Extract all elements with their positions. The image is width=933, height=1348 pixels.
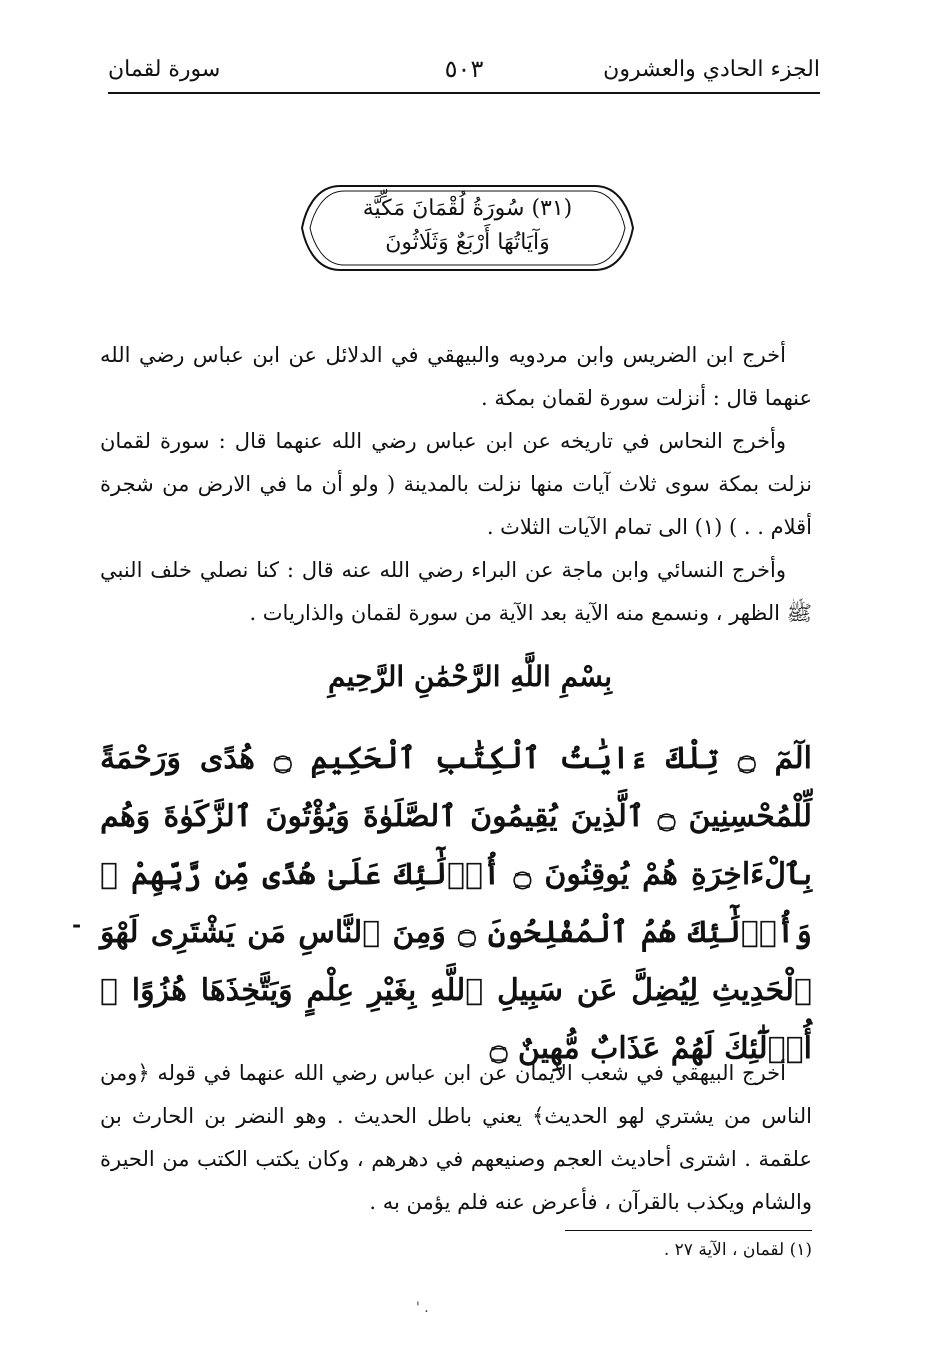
stray-mark: -: [72, 912, 82, 938]
commentary-section: [100, 1052, 812, 1224]
surah-title-frame: [300, 182, 635, 274]
intro-section: [100, 334, 812, 635]
footnote: (١) لقمان ، الآية ٢٧ .: [663, 1240, 812, 1260]
running-surah-name: سورة لقمان: [108, 56, 221, 82]
surah-title-line2: وَآيَاتُهَا أَرْبَعٌ وَثَلَاثُونَ: [385, 230, 550, 255]
commentary-paragraph: أخرج البيهقي في شعب الايمان عن ابن عباس رضي الله عنهما في قوله ﴿ومن الناس من يشتري لهو الحديث﴾ يعني باطل الحديث . وهو النضر بن الحارث بن علقمة . اشترى أحاديث العجم وصنيعهم في دهرهم ، وكان يكتب الكتب من الحيرة والشام ويكذب بالقرآن ، فأعرض عنه فلم يؤمن به .: [100, 1061, 812, 1214]
footnote-divider: [565, 1230, 812, 1231]
page-header: [108, 46, 820, 94]
basmala: بِسْمِ اللَّهِ الرَّحْمَٰنِ الرَّحِيمِ: [328, 660, 612, 693]
intro-paragraph: وأخرج النحاس في تاريخه عن ابن عباس رضي الله عنهما قال : سورة لقمان نزلت بمكة سوى ثلاث آيات منها نزلت بالمدينة ( ولو أن ما في الارض من شجرة أقلام . . ) (١) الى تمام الآيات الثلاث .: [100, 429, 812, 539]
part-title: الجزء الحادي والعشرون: [603, 56, 820, 82]
intro-paragraph: أخرج ابن الضريس وابن مردويه والبيهقي في الدلائل عن ابن عباس رضي الله عنهما قال : أنزلت سورة لقمان بمكة .: [100, 343, 812, 410]
surah-title-line1: (٣١) سُورَةُ لُقْمَانَ مَكِّيَّة: [362, 196, 573, 221]
quran-text: الٓمٓ ۝ تِلْكَ ءَايَٰتُ ٱلْكِتَٰبِ ٱلْحَكِيمِ ۝ هُدًى وَرَحْمَةً لِّلْمُحْسِنِينَ ۝ ٱلَّذِينَ يُقِيمُونَ ٱلصَّلَوٰةَ وَيُؤْتُونَ ٱلزَّكَوٰةَ وَهُم بِٱلْءَاخِرَةِ هُمْ يُوقِنُونَ ۝ أُو۟لَٰٓئِكَ عَلَىٰ هُدًى مِّن رَّبِّهِمْ ۖ وَأُو۟لَٰٓئِكَ هُمُ ٱلْمُفْلِحُونَ ۝ وَمِنَ ٱلنَّاسِ مَن يَشْتَرِى لَهْوَ ٱلْحَدِيثِ لِيُضِلَّ عَن سَبِيلِ ٱللَّهِ بِغَيْرِ عِلْمٍ وَيَتَّخِذَهَا هُزُوًا ۚ أُو۟لَٰٓئِكَ لَهُمْ عَذَابٌ مُّهِينٌ ۝: [100, 741, 812, 1066]
intro-paragraph: وأخرج النسائي وابن ماجة عن البراء رضي الله عنه قال : كنا نصلي خلف النبي ﷺ الظهر ، ونسمع منه الآية بعد الآية من سورة لقمان والذاريات .: [100, 558, 812, 625]
bottom-mark: . ': [416, 1300, 429, 1316]
page-number: ٥٠٣: [444, 55, 484, 83]
